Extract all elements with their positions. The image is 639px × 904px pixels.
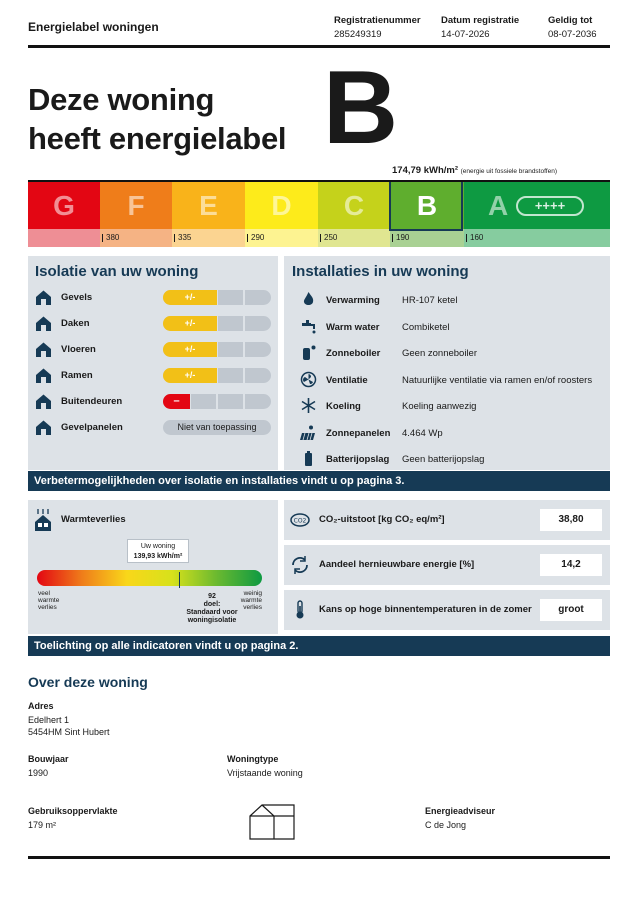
- scale-top-rule: [28, 180, 610, 182]
- address-line-1: Edelhert 1: [28, 715, 70, 725]
- indicator-label: CO₂-uitstoot [kg CO₂ eq/m²]: [319, 514, 445, 525]
- advisor-label: Energieadviseur: [425, 806, 496, 816]
- installation-value: Geen batterijopslag: [402, 454, 485, 465]
- energy-value-note: (energie uit fossiele brandstoffen): [460, 168, 557, 175]
- installation-label: Koeling: [326, 401, 361, 412]
- house-type-value: Vrijstaande woning: [227, 768, 303, 778]
- snowflake-icon: [300, 397, 317, 414]
- right-label-3: verlies: [243, 604, 262, 611]
- build-year-label: Bouwjaar: [28, 754, 69, 764]
- heat-loss-icon: [34, 508, 52, 532]
- solar-panel-icon: [300, 424, 317, 441]
- header-rule: [28, 45, 610, 48]
- energy-band-letter: F: [127, 189, 145, 221]
- isolation-rating-fill: +/-: [163, 342, 217, 357]
- energy-threshold-value: 335: [174, 234, 191, 242]
- indicator-value: 14,2: [540, 554, 602, 576]
- left-label-1: veel: [38, 590, 50, 597]
- house-part-icon: [35, 289, 52, 306]
- house-part-icon: [35, 419, 52, 436]
- fan-icon: [300, 371, 317, 388]
- heat-loss-title: Warmteverlies: [61, 514, 126, 525]
- valid-until-value: 08-07-2036: [548, 29, 597, 40]
- energy-threshold-value: 380: [102, 234, 119, 242]
- address-value: [28, 714, 110, 738]
- isolation-label: Ramen: [61, 370, 93, 381]
- installation-value: Natuurlijke ventilatie via ramen en/of roosters: [402, 374, 593, 386]
- energy-band-threshold-e: [172, 229, 245, 247]
- rating-separator: [243, 368, 245, 383]
- rating-separator: [216, 394, 218, 409]
- house-part-icon: [35, 315, 52, 332]
- heat-loss-left-label: [38, 590, 59, 611]
- floor-area-label: Gebruiksoppervlakte: [28, 806, 118, 816]
- installation-label: Batterijopslag: [326, 454, 390, 465]
- address-line-2: 5454HM Sint Hubert: [28, 727, 110, 737]
- renewable-icon: [290, 555, 310, 575]
- right-label-1: weinig: [243, 590, 262, 597]
- energy-band-threshold-c: [318, 229, 390, 247]
- isolation-rating: Niet van toepassing: [163, 420, 271, 435]
- energy-value: [392, 165, 557, 176]
- isolation-label: Gevelpanelen: [61, 422, 123, 433]
- left-label-3: verlies: [38, 604, 57, 611]
- energy-band-threshold-a: [464, 229, 610, 247]
- energy-band-c: [318, 182, 390, 229]
- house-type-label: Woningtype: [227, 754, 279, 764]
- installation-label: Zonneboiler: [326, 348, 381, 359]
- indicator-value: 38,80: [540, 509, 602, 531]
- energy-threshold-value: 290: [247, 234, 264, 242]
- energy-band-threshold-g: [28, 229, 100, 247]
- energy-band-threshold-b: [390, 229, 464, 247]
- registration-number-value: 285249319: [334, 29, 382, 40]
- rating-separator: [243, 342, 245, 357]
- energy-threshold-value: 250: [320, 234, 337, 242]
- installation-label: Warm water: [326, 321, 380, 333]
- energy-band-letter: B: [416, 189, 438, 221]
- headline: [28, 80, 286, 158]
- svg-text:CO2: CO2: [293, 517, 307, 525]
- installation-value: 4.464 Wp: [402, 427, 443, 439]
- rating-separator: [243, 316, 245, 331]
- isolation-rating-fill: –: [163, 394, 190, 409]
- headline-line-2: heeft energielabel: [28, 121, 287, 156]
- installation-value: Geen zonneboiler: [402, 348, 477, 359]
- isolation-label: Daken: [61, 318, 90, 329]
- house-part-icon: [35, 367, 52, 384]
- heat-loss-gauge: [37, 570, 262, 586]
- advisor-value: C de Jong: [425, 820, 467, 830]
- heat-loss-tooltip: [127, 539, 189, 563]
- house-outline-icon: [248, 802, 296, 840]
- indicator-label: Aandeel hernieuwbare energie [%]: [319, 559, 475, 570]
- energy-band-letter: E: [199, 189, 218, 221]
- isolation-rating: [163, 316, 271, 331]
- energy-band-threshold-f: [100, 229, 172, 247]
- isolation-rating-fill: +/-: [163, 368, 217, 383]
- build-year-value: 1990: [28, 768, 49, 778]
- isolation-rating: [163, 342, 271, 357]
- installations-title: Installaties in uw woning: [292, 263, 469, 280]
- headline-line-1: Deze woning: [28, 82, 215, 117]
- isolation-label: Vloeren: [61, 344, 96, 355]
- norm-value: 92: [208, 593, 216, 600]
- document-title: Energielabel woningen: [28, 20, 159, 34]
- energy-threshold-value: 190: [392, 234, 409, 242]
- heat-loss-norm-line: [179, 572, 180, 588]
- address-label: Adres: [28, 701, 54, 711]
- registration-number-label: Registratienummer: [334, 15, 421, 26]
- isolation-title: Isolatie van uw woning: [35, 263, 199, 280]
- footer-rule: [28, 856, 610, 859]
- isolation-rating: [163, 368, 271, 383]
- right-label-2: warmte: [240, 597, 262, 604]
- installation-value: HR-107 ketel: [402, 295, 458, 306]
- installation-label: Verwarming: [326, 295, 380, 306]
- installation-label: Ventilatie: [326, 374, 368, 386]
- energy-band-letter: C: [343, 189, 365, 221]
- thermometer-icon: [290, 600, 310, 620]
- isolation-rating-fill: +/-: [163, 290, 217, 305]
- isolation-rating-fill: +/-: [163, 316, 217, 331]
- registration-date-value: 14-07-2026: [441, 29, 490, 40]
- energy-band-d: [245, 182, 318, 229]
- heat-loss-tooltip-label: Uw woning: [140, 543, 176, 550]
- selected-band-frame: [389, 180, 463, 231]
- installation-value: Koeling aanwezig: [402, 401, 477, 412]
- energy-band-g: [28, 182, 100, 229]
- isolation-label: Buitendeuren: [61, 396, 123, 407]
- indicator-label: Kans op hoge binnentemperaturen in de zomer: [319, 604, 532, 615]
- energy-band-e: [172, 182, 245, 229]
- heat-loss-tooltip-value: 139,93 kWh/m²: [133, 553, 183, 560]
- installation-label: Zonnepanelen: [326, 427, 391, 439]
- energy-band-f: [100, 182, 172, 229]
- registration-date-label: Datum registratie: [441, 15, 520, 26]
- isolation-rating: [163, 290, 271, 305]
- about-title: Over deze woning: [28, 674, 148, 690]
- house-part-icon: [35, 341, 52, 358]
- battery-icon: [300, 450, 317, 467]
- rating-separator: [243, 290, 245, 305]
- tap-icon: [300, 318, 317, 335]
- energy-band-letter: A: [488, 189, 509, 221]
- norm-label-1: doel:: [203, 601, 221, 608]
- floor-area-value: 179 m²: [28, 820, 57, 830]
- house-part-icon: [35, 393, 52, 410]
- improvements-banner: Verbetermogelijkheden over isolatie en installaties vindt u op pagina 3.: [28, 471, 610, 491]
- norm-label-2: Standaard voor: [186, 609, 238, 616]
- energy-threshold-value: 160: [466, 234, 483, 242]
- solar-boiler-icon: [300, 344, 317, 361]
- flame-icon: [300, 291, 317, 308]
- isolation-panel: [28, 256, 278, 470]
- heat-loss-norm-label: [180, 593, 244, 625]
- energy-band-letter: D: [271, 189, 292, 221]
- a-plus-badge: ++++: [516, 196, 584, 216]
- co2-icon: [290, 510, 310, 530]
- energy-value-number: 174,79 kWh/m²: [392, 165, 458, 176]
- indicator-value: groot: [540, 599, 602, 621]
- explanation-banner: Toelichting op alle indicatoren vindt u op pagina 2.: [28, 636, 610, 656]
- left-label-2: warmte: [38, 597, 60, 604]
- energy-band-letter: G: [53, 189, 75, 221]
- norm-label-3: woningisolatie: [187, 617, 237, 624]
- energy-band-threshold-d: [245, 229, 318, 247]
- installation-value: Combiketel: [402, 321, 450, 333]
- valid-until-label: Geldig tot: [548, 15, 593, 26]
- energy-label-letter: B: [323, 50, 399, 166]
- isolation-rating: [163, 394, 271, 409]
- isolation-label: Gevels: [61, 292, 93, 303]
- rating-separator: [243, 394, 245, 409]
